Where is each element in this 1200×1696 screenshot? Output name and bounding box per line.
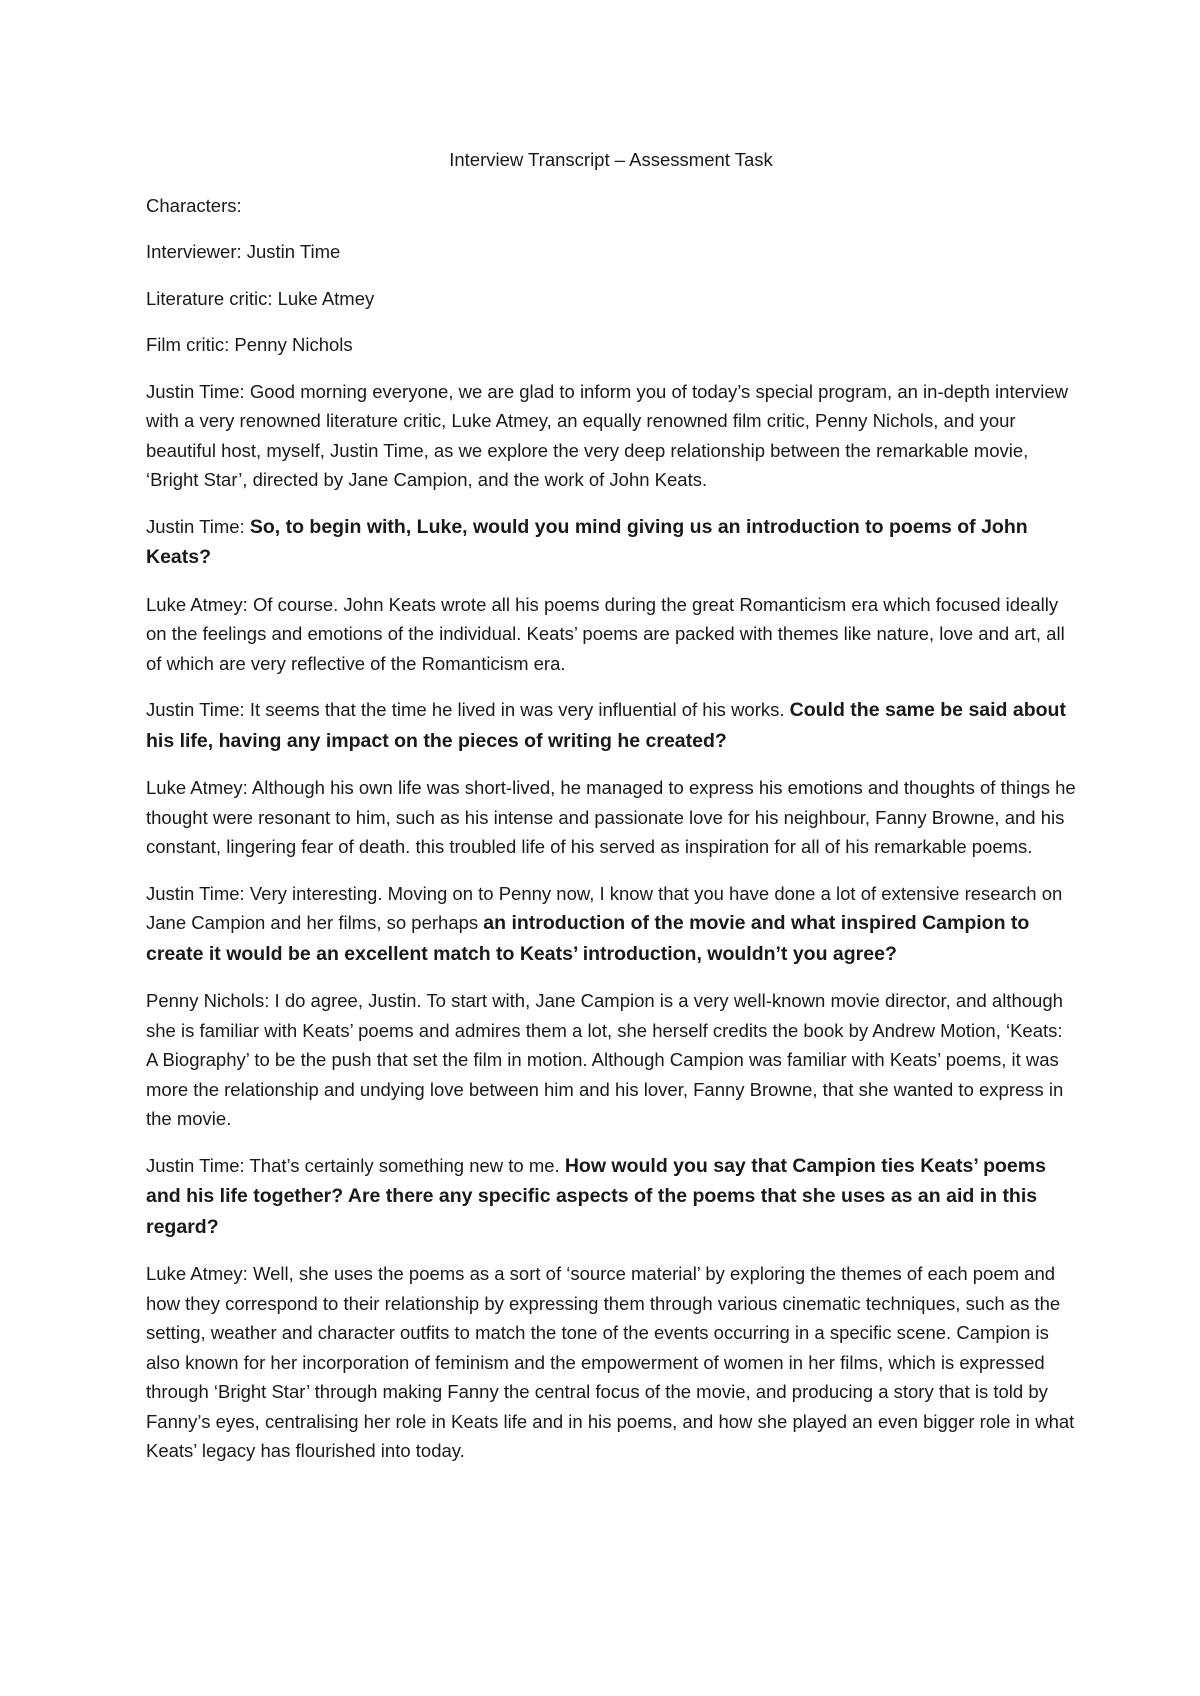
paragraph-opening: Justin Time: Good morning everyone, we are glad to inform you of today’s special program, an in-depth interview with a very renowned literature critic, Luke Atmey, an equally renowned film critic, Penny Nichols, and your beautiful host, myself, Justin Time, as we explore the very deep relationship between the remarkable movie, ‘Bright Star’, directed by Jane Campion, and the work of John Keats. <box>146 380 1069 490</box>
question-text: an introduction of the movie and what inspired Campion to create it would be an excellent match to Keats’ introduction, wouldn’t you agree? <box>146 912 1030 965</box>
paragraph-question-4 <box>146 1151 1076 1243</box>
question-text: How would you say that Campion ties Keats’ poems and his life together? Are there any specific aspects of the poems that she uses as an aid in this regard? <box>146 1154 1046 1238</box>
paragraph-answer-1: Luke Atmey: Of course. John Keats wrote all his poems during the great Romanticism era which focused ideally on the feelings and emotions of the individual. Keats’ poems are packed with themes like nature, love and art, all of which are very reflective of the Romanticism era. <box>146 593 1065 674</box>
question-text: So, to begin with, Luke, would you mind giving us an introduction to poems of John Keats? <box>146 515 1028 568</box>
speaker-lead: Justin Time: Very interesting. Moving on to Penny now, I know that you have done a lot of extensive research on Jane Campion and her films, so perhaps <box>146 882 1063 933</box>
speaker-lead: Justin Time: It seems that the time he lived in was very influential of his works. <box>146 699 790 720</box>
cast-film-critic: Film critic: Penny Nichols <box>146 334 353 355</box>
paragraph-question-3 <box>146 879 1076 970</box>
speaker-lead: Justin Time: That’s certainly something new to me. <box>146 1154 565 1176</box>
question-text: Could the same be said about his life, having any impact on the pieces of writing he created? <box>146 699 1066 752</box>
paragraph-answer-3: Penny Nichols: I do agree, Justin. To start with, Jane Campion is a very well-known movie director, and although she is familiar with Keats’ poems and admires them a lot, she herself credits the book by Andrew Motion, ‘Keats: A Biography’ to be the push that set the film in motion. Although Campion was familiar with Keats’ poems, it was more the relationship and undying love between him and his lover, Fanny Browne, that she wanted to express in the movie. <box>146 990 1064 1129</box>
speaker-label: Justin Time: <box>146 515 250 537</box>
paragraph-question-1 <box>146 512 1076 573</box>
paragraph-question-2 <box>146 695 1076 756</box>
document-title: Interview Transcript – Assessment Task <box>449 149 773 170</box>
document-body <box>146 145 1076 1483</box>
paragraph-answer-4: Luke Atmey: Well, she uses the poems as a sort of ‘source material’ by exploring the themes of each poem and how they correspond to their relationship by expressing them through various cinematic techniques, such as the setting, weather and character outfits to match the tone of the events occurring in a specific scene. Campion is also known for her incorporation of feminism and the empowerment of women in her films, which is expressed through ‘Bright Star’ through making Fanny the central focus of the movie, and producing a story that is told by Fanny’s eyes, centralising her role in Keats life and in his poems, and how she played an even bigger role in what Keats’ legacy has flourished into today. <box>146 1263 1075 1461</box>
characters-heading: Characters: <box>146 194 242 216</box>
cast-interviewer: Interviewer: Justin Time <box>146 241 341 262</box>
cast-literature-critic: Literature critic: Luke Atmey <box>146 287 375 309</box>
paragraph-answer-2: Luke Atmey: Although his own life was short-lived, he managed to express his emotions and thoughts of things he thought were resonant to him, such as his intense and passionate love for his neighbour, Fanny Browne, and his constant, lingering fear of death. this troubled life of his served as inspiration for all of his remarkable poems. <box>146 777 1076 857</box>
